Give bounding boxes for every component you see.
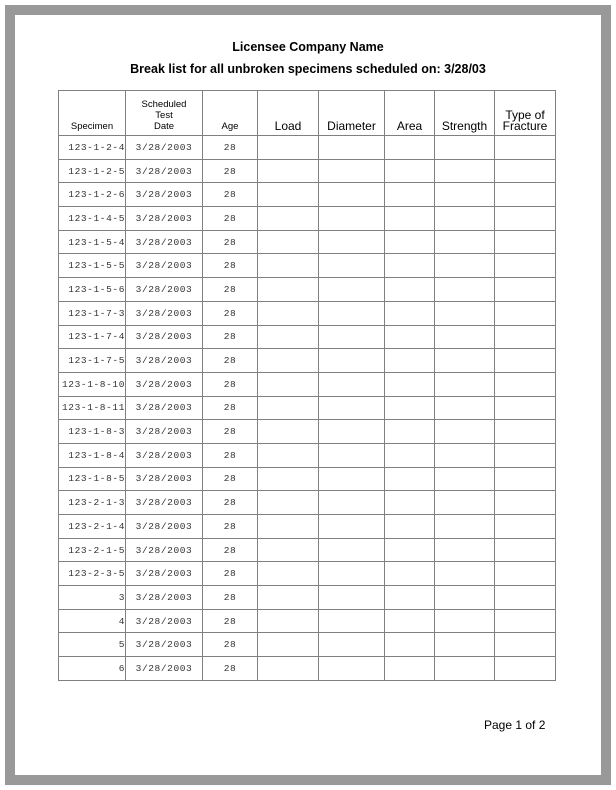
cell-specimen: 123-1-2-4 [59, 136, 126, 160]
cell-area [385, 372, 435, 396]
cell-diameter [319, 562, 385, 586]
cell-specimen: 123-1-7-5 [59, 349, 126, 373]
table-row [59, 586, 556, 610]
cell-strength [435, 372, 495, 396]
cell-specimen: 123-1-8-3 [59, 420, 126, 444]
cell-load [258, 467, 319, 491]
cell-type-of-fracture [495, 633, 556, 657]
table-row [59, 562, 556, 586]
cell-diameter [319, 443, 385, 467]
cell-type-of-fracture [495, 657, 556, 681]
cell-age: 28 [203, 254, 258, 278]
cell-strength [435, 254, 495, 278]
table-row [59, 538, 556, 562]
company-name-title: Licensee Company Name [232, 40, 384, 54]
table-row [59, 657, 556, 681]
cell-scheduled-date: 3/28/2003 [126, 467, 203, 491]
cell-strength [435, 278, 495, 302]
cell-load [258, 301, 319, 325]
cell-age: 28 [203, 207, 258, 231]
cell-load [258, 443, 319, 467]
cell-specimen: 123-1-8-11 [59, 396, 126, 420]
cell-scheduled-date: 3/28/2003 [126, 159, 203, 183]
cell-scheduled-date: 3/28/2003 [126, 325, 203, 349]
cell-area [385, 586, 435, 610]
cell-strength [435, 230, 495, 254]
cell-type-of-fracture [495, 183, 556, 207]
cell-diameter [319, 372, 385, 396]
cell-diameter [319, 325, 385, 349]
cell-diameter [319, 159, 385, 183]
cell-age: 28 [203, 230, 258, 254]
cell-specimen: 5 [59, 633, 126, 657]
cell-specimen: 123-1-4-5 [59, 207, 126, 231]
report-subtitle: Break list for all unbroken specimens scheduled on: 3/28/03 [130, 62, 486, 76]
table-row [59, 254, 556, 278]
cell-type-of-fracture [495, 443, 556, 467]
cell-age: 28 [203, 349, 258, 373]
cell-load [258, 183, 319, 207]
cell-type-of-fracture [495, 420, 556, 444]
cell-strength [435, 657, 495, 681]
cell-diameter [319, 467, 385, 491]
table-row [59, 609, 556, 633]
table-row [59, 325, 556, 349]
header-diameter: Diameter [319, 91, 385, 136]
cell-type-of-fracture [495, 301, 556, 325]
header-type-of-fracture [495, 91, 556, 136]
header-scheduled-line3: Date [153, 121, 175, 132]
cell-type-of-fracture [495, 396, 556, 420]
cell-load [258, 136, 319, 160]
cell-scheduled-date: 3/28/2003 [126, 633, 203, 657]
cell-specimen: 3 [59, 586, 126, 610]
cell-type-of-fracture [495, 586, 556, 610]
cell-strength [435, 609, 495, 633]
cell-specimen: 123-1-5-6 [59, 278, 126, 302]
page-indicator: Page 1 of 2 [484, 718, 546, 732]
cell-area [385, 467, 435, 491]
cell-load [258, 586, 319, 610]
cell-specimen: 123-2-1-5 [59, 538, 126, 562]
cell-diameter [319, 657, 385, 681]
cell-age: 28 [203, 443, 258, 467]
cell-area [385, 278, 435, 302]
cell-strength [435, 325, 495, 349]
cell-age: 28 [203, 586, 258, 610]
cell-scheduled-date: 3/28/2003 [126, 254, 203, 278]
cell-age: 28 [203, 609, 258, 633]
cell-scheduled-date: 3/28/2003 [126, 230, 203, 254]
cell-area [385, 633, 435, 657]
cell-type-of-fracture [495, 562, 556, 586]
cell-specimen: 123-1-2-5 [59, 159, 126, 183]
header-fracture-line1: Type of [505, 108, 545, 122]
cell-diameter [319, 586, 385, 610]
cell-type-of-fracture [495, 159, 556, 183]
cell-scheduled-date: 3/28/2003 [126, 183, 203, 207]
cell-specimen: 4 [59, 609, 126, 633]
table-row [59, 136, 556, 160]
cell-diameter [319, 633, 385, 657]
cell-area [385, 230, 435, 254]
cell-scheduled-date: 3/28/2003 [126, 538, 203, 562]
cell-age: 28 [203, 372, 258, 396]
table-row [59, 278, 556, 302]
cell-type-of-fracture [495, 467, 556, 491]
cell-scheduled-date: 3/28/2003 [126, 657, 203, 681]
header-specimen: Specimen [59, 91, 126, 136]
cell-scheduled-date: 3/28/2003 [126, 278, 203, 302]
cell-load [258, 349, 319, 373]
table-header-row [59, 91, 556, 136]
cell-age: 28 [203, 325, 258, 349]
cell-strength [435, 349, 495, 373]
cell-scheduled-date: 3/28/2003 [126, 136, 203, 160]
cell-type-of-fracture [495, 325, 556, 349]
table-row [59, 230, 556, 254]
cell-age: 28 [203, 183, 258, 207]
cell-area [385, 657, 435, 681]
cell-strength [435, 515, 495, 539]
cell-age: 28 [203, 657, 258, 681]
cell-scheduled-date: 3/28/2003 [126, 491, 203, 515]
cell-area [385, 349, 435, 373]
cell-age: 28 [203, 633, 258, 657]
table-row [59, 301, 556, 325]
cell-strength [435, 443, 495, 467]
cell-scheduled-date: 3/28/2003 [126, 562, 203, 586]
cell-load [258, 609, 319, 633]
cell-type-of-fracture [495, 278, 556, 302]
cell-scheduled-date: 3/28/2003 [126, 420, 203, 444]
cell-type-of-fracture [495, 230, 556, 254]
cell-load [258, 538, 319, 562]
cell-diameter [319, 515, 385, 539]
cell-strength [435, 183, 495, 207]
cell-area [385, 609, 435, 633]
cell-load [258, 396, 319, 420]
cell-diameter [319, 278, 385, 302]
cell-diameter [319, 609, 385, 633]
table-row [59, 349, 556, 373]
cell-age: 28 [203, 467, 258, 491]
table-row [59, 443, 556, 467]
cell-age: 28 [203, 491, 258, 515]
header-scheduled-line2: Test [155, 110, 173, 121]
cell-area [385, 562, 435, 586]
cell-load [258, 562, 319, 586]
cell-area [385, 420, 435, 444]
cell-load [258, 491, 319, 515]
table-row [59, 183, 556, 207]
cell-strength [435, 562, 495, 586]
cell-diameter [319, 254, 385, 278]
cell-area [385, 325, 435, 349]
cell-area [385, 491, 435, 515]
table-row [59, 420, 556, 444]
cell-load [258, 633, 319, 657]
cell-strength [435, 136, 495, 160]
cell-load [258, 230, 319, 254]
cell-specimen: 123-2-1-3 [59, 491, 126, 515]
cell-specimen: 123-2-1-4 [59, 515, 126, 539]
table-row [59, 515, 556, 539]
cell-age: 28 [203, 301, 258, 325]
cell-load [258, 657, 319, 681]
cell-specimen: 123-1-7-4 [59, 325, 126, 349]
cell-age: 28 [203, 159, 258, 183]
cell-scheduled-date: 3/28/2003 [126, 515, 203, 539]
header-fracture-line2: Fracture [502, 119, 548, 133]
cell-scheduled-date: 3/28/2003 [126, 396, 203, 420]
cell-area [385, 538, 435, 562]
cell-diameter [319, 420, 385, 444]
cell-area [385, 396, 435, 420]
cell-age: 28 [203, 136, 258, 160]
cell-strength [435, 301, 495, 325]
cell-age: 28 [203, 420, 258, 444]
cell-load [258, 420, 319, 444]
table-row [59, 467, 556, 491]
cell-specimen: 123-1-7-3 [59, 301, 126, 325]
cell-type-of-fracture [495, 538, 556, 562]
cell-load [258, 254, 319, 278]
table-row [59, 207, 556, 231]
table-row [59, 396, 556, 420]
cell-area [385, 515, 435, 539]
cell-specimen: 123-1-8-10 [59, 372, 126, 396]
cell-diameter [319, 207, 385, 231]
cell-load [258, 515, 319, 539]
cell-load [258, 207, 319, 231]
cell-diameter [319, 491, 385, 515]
cell-scheduled-date: 3/28/2003 [126, 443, 203, 467]
cell-specimen: 123-1-2-6 [59, 183, 126, 207]
cell-specimen: 123-1-8-4 [59, 443, 126, 467]
header-load: Load [258, 91, 319, 136]
break-list-table [58, 90, 556, 681]
cell-strength [435, 586, 495, 610]
cell-strength [435, 420, 495, 444]
cell-area [385, 207, 435, 231]
cell-age: 28 [203, 562, 258, 586]
cell-scheduled-date: 3/28/2003 [126, 609, 203, 633]
table-row [59, 633, 556, 657]
cell-specimen: 123-2-3-5 [59, 562, 126, 586]
cell-strength [435, 491, 495, 515]
table-row [59, 491, 556, 515]
cell-scheduled-date: 3/28/2003 [126, 586, 203, 610]
cell-strength [435, 396, 495, 420]
cell-type-of-fracture [495, 136, 556, 160]
cell-diameter [319, 183, 385, 207]
cell-age: 28 [203, 278, 258, 302]
cell-diameter [319, 301, 385, 325]
header-scheduled-line1: Scheduled [141, 99, 187, 110]
cell-strength [435, 159, 495, 183]
cell-specimen: 123-1-5-4 [59, 230, 126, 254]
cell-age: 28 [203, 515, 258, 539]
cell-diameter [319, 538, 385, 562]
cell-strength [435, 538, 495, 562]
cell-area [385, 443, 435, 467]
cell-area [385, 301, 435, 325]
cell-strength [435, 467, 495, 491]
cell-diameter [319, 230, 385, 254]
header-age: Age [203, 91, 258, 136]
cell-strength [435, 633, 495, 657]
cell-load [258, 372, 319, 396]
cell-age: 28 [203, 396, 258, 420]
cell-diameter [319, 349, 385, 373]
cell-age: 28 [203, 538, 258, 562]
cell-diameter [319, 136, 385, 160]
header-strength: Strength [435, 91, 495, 136]
cell-specimen: 123-1-5-5 [59, 254, 126, 278]
header-area: Area [385, 91, 435, 136]
cell-scheduled-date: 3/28/2003 [126, 372, 203, 396]
cell-specimen: 6 [59, 657, 126, 681]
cell-specimen: 123-1-8-5 [59, 467, 126, 491]
cell-area [385, 136, 435, 160]
cell-type-of-fracture [495, 207, 556, 231]
cell-type-of-fracture [495, 349, 556, 373]
cell-scheduled-date: 3/28/2003 [126, 349, 203, 373]
table-row [59, 159, 556, 183]
cell-area [385, 159, 435, 183]
cell-type-of-fracture [495, 254, 556, 278]
cell-type-of-fracture [495, 515, 556, 539]
header-scheduled-test-date [126, 91, 203, 136]
cell-strength [435, 207, 495, 231]
cell-type-of-fracture [495, 491, 556, 515]
cell-diameter [319, 396, 385, 420]
cell-type-of-fracture [495, 372, 556, 396]
table-body [59, 136, 556, 681]
cell-scheduled-date: 3/28/2003 [126, 207, 203, 231]
cell-area [385, 254, 435, 278]
cell-scheduled-date: 3/28/2003 [126, 301, 203, 325]
cell-load [258, 325, 319, 349]
table-row [59, 372, 556, 396]
cell-area [385, 183, 435, 207]
cell-type-of-fracture [495, 609, 556, 633]
cell-load [258, 278, 319, 302]
cell-load [258, 159, 319, 183]
